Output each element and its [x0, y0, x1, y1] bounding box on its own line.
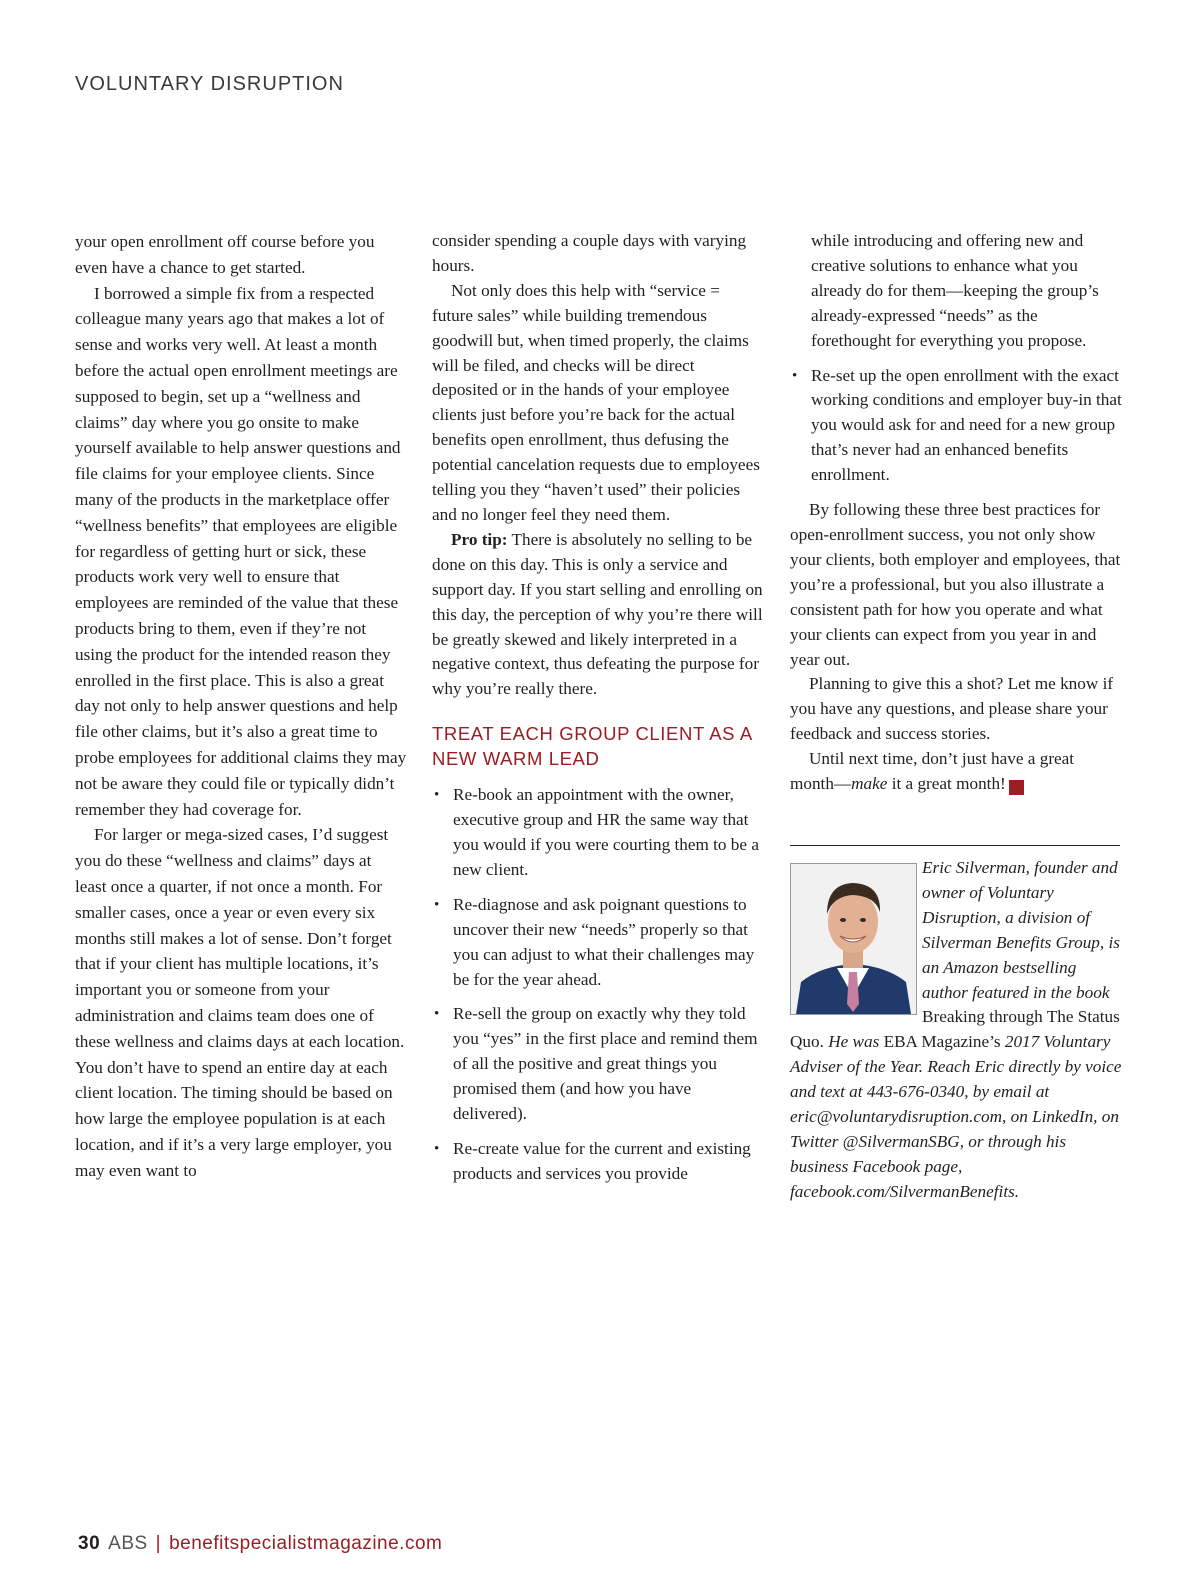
list-item-continued: while introducing and offering new and creative solutions to enhance what you already do for them—keeping the group’s already-expressed “needs” as the forethought for everything you propose. [811, 231, 1099, 350]
list-item-text: Re-sell the group on exactly why they told you “yes” in the first place and remind them of all the positive and great things you promised them (and how you have delivered). [453, 1004, 758, 1124]
pro-tip-text: There is absolutely no selling to be done on this day. This is only a service and support day. If you start selling and enrolling on this day, the perception of why you’re there will be greatly skewed and likely interpreted in a negative context, thus defeating the purpose for why you’re really there. [432, 529, 763, 699]
publication-name: ABS [108, 1533, 148, 1554]
bio-text: Eric Silverman, founder and owner of Voluntary Disruption, a division of Silverman Benefits Group, is an Amazon bestselling author featured in the book [922, 858, 1120, 1002]
bullet-icon: • [434, 1141, 440, 1157]
page-number: 30 [78, 1533, 101, 1554]
list-item-text: Re-book an appointment with the owner, executive group and HR the same way that you would if you were courting them to be a new client. [453, 785, 759, 879]
bio-text: 2017 Voluntary Adviser of the Year. Reach Eric directly by voice and text at 443-676-0340, by email at eric@voluntarydisruption.com, on LinkedIn, on Twitter @SilvermanSBG, or through his business Facebook page, facebook.com/SilvermanBenefits. [790, 1032, 1122, 1201]
paragraph: By following these three best practices for open-enrollment success, you not only show your clients, both employer and employees, that you’re a professional, but you also illustrate a consistent path for how you operate and what your clients can expect from you year in and year out. [790, 500, 1121, 669]
article-column-1 [75, 229, 407, 1183]
paragraph: Not only does this help with “service = future sales” while building tremendous goodwill but, when timed properly, the claims will be filed, and checks will be direct deposited or in the hands of your employee clients just before you’re back for the actual benefits open enrollment, thus defusing the potential cancelation requests due to employees telling you they “haven’t used” their policies and no longer feel they need them. [432, 280, 760, 524]
paragraph: your open enrollment off course before you even have a chance to get started. [75, 232, 375, 277]
list-item-text: Re-set up the open enrollment with the exact working conditions and employer buy-in that you would ask for and need for a new group that’s never had an enhanced benefits enrollment. [811, 365, 1122, 485]
paragraph: consider spending a couple days with varying hours. [432, 231, 747, 275]
bullet-list [790, 364, 1122, 489]
pro-tip-label: Pro tip: [451, 529, 508, 549]
bullet-icon: • [792, 367, 798, 384]
bio-magazine-name: EBA Magazine’s [883, 1032, 1001, 1052]
website-link[interactable]: benefitspecialistmagazine.com [169, 1533, 443, 1554]
footer-separator: | [155, 1533, 162, 1554]
list-item-text: Re-diagnose and ask poignant questions to uncover their new “needs” properly so that you can adjust to what their challenges may be for the year ahead. [453, 894, 755, 989]
pro-tip-paragraph [432, 528, 764, 702]
article-column-2 [432, 229, 764, 1197]
article-column-3 [790, 229, 1122, 797]
closing-text: Until next time, don’t just have a great month— [790, 749, 1075, 794]
bullet-icon: • [434, 1006, 440, 1023]
bullet-list [432, 783, 764, 1187]
list-item-text: Re-create value for the current and existing products and services you provide [453, 1139, 751, 1183]
list-item [432, 893, 764, 993]
closing-paragraph [790, 747, 1122, 797]
paragraph: Planning to give this a shot? Let me know if you have any questions, and please share your feedback and success stories. [790, 674, 1114, 744]
section-label: VOLUNTARY DISRUPTION [75, 73, 344, 95]
author-portrait-icon [791, 864, 916, 1014]
abs-end-mark-icon: ABS [1009, 780, 1024, 795]
bullet-icon: • [434, 787, 440, 804]
list-item [432, 1137, 764, 1187]
paragraph: For larger or mega-sized cases, I’d suggest you do these “wellness and claims” days at least once a quarter, if not once a month. For smaller cases, once a year or even every six months still makes a lot of sense. Don’t forget that if your client has multiple locations, it’s important you or someone from your administration and claims team does one of these wellness and claims days at each location. You don’t have to spend an entire day at each client location. The timing should be based on how large the employee population is at each location, and if it’s a very large employer, you may even want to [75, 825, 405, 1180]
bio-text: He was [823, 1032, 884, 1052]
list-item [432, 783, 764, 883]
paragraph: I borrowed a simple fix from a respected colleague many years ago that makes a lot of sense and works very well. At least a month before the actual open enrollment meetings are supposed to begin, set up a “wellness and claims” day where you go onsite to make yourself available to help answer questions and file claims for your employee clients. Since many of the products in the marketplace offer “wellness benefits” that employees are eligible for regardless of getting hurt or sick, these products work very well to ensure that employees are reminded of the value that these products bring to them, even if they’re not using the product for the intended reason they enrolled in the first place. This is also a great day not only to help answer questions and help file other claims, but it’s also a great time to probe employees for additional claims they may not be aware they could file or typically didn’t remember they had coverage for. [75, 283, 407, 819]
list-item [432, 1002, 764, 1127]
page-footer [78, 1533, 442, 1555]
bio-divider [790, 845, 1120, 846]
bullet-icon: • [434, 896, 440, 913]
subheading: TREAT EACH GROUP CLIENT AS A NEW WARM LEAD [432, 723, 752, 770]
closing-emphasis: make [851, 774, 888, 794]
bio-book-title: Breaking through The Status Quo. [790, 1007, 1120, 1052]
author-photo [790, 863, 917, 1015]
list-item [790, 364, 1122, 489]
closing-text: it a great month! [887, 774, 1006, 794]
